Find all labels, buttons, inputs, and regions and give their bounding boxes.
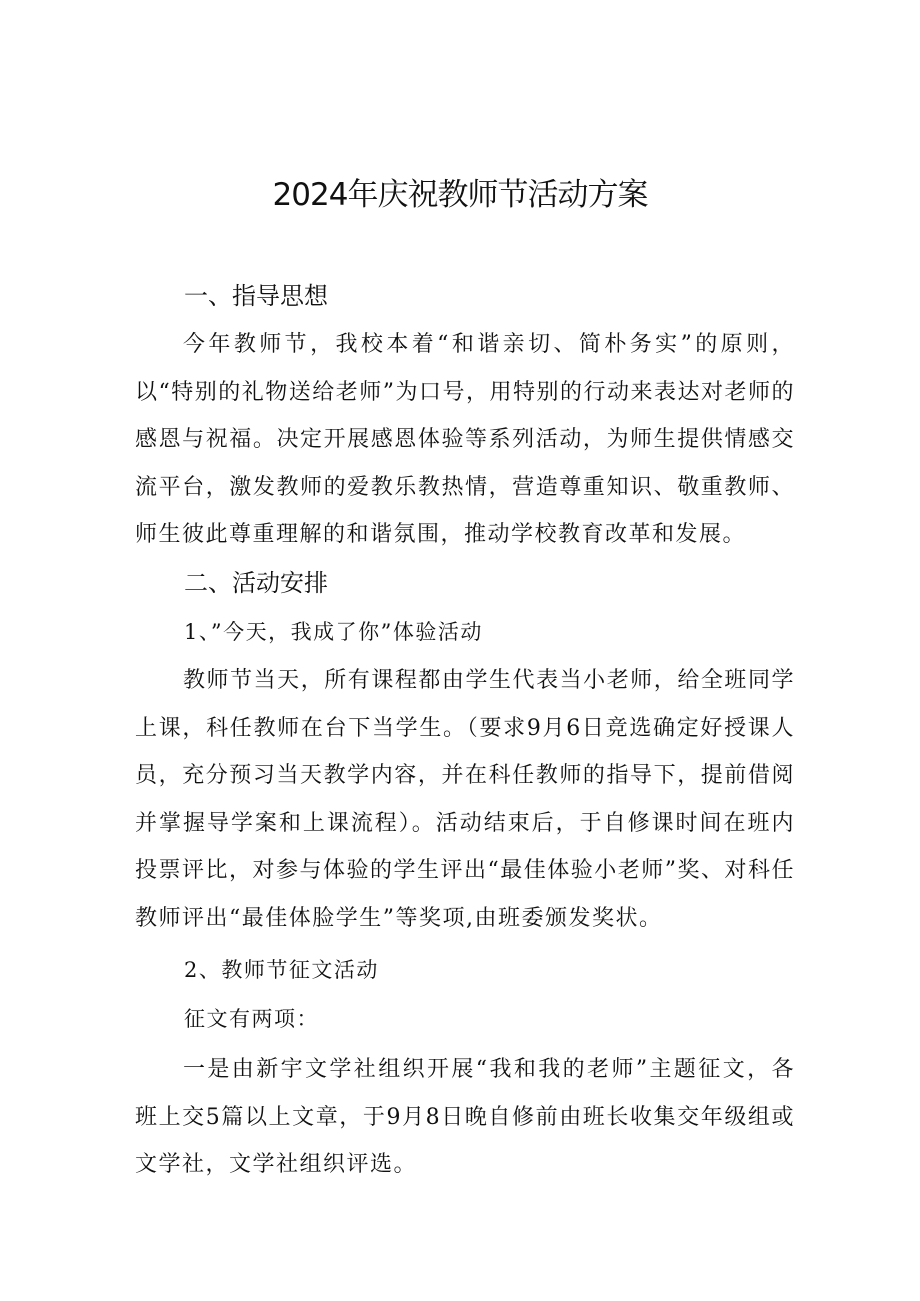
- section-heading-guiding-ideology: 一、指导思想: [184, 282, 328, 310]
- section-heading-activity-arrangement: 二、活动安排: [184, 569, 328, 597]
- item-title-essay-activity: 2、教师节征文活动: [184, 958, 379, 982]
- item-title-experience-activity: 1、”今天，我成了你”体验活动: [184, 620, 483, 644]
- document-title: 2024年庆祝教师节活动方案: [272, 177, 648, 213]
- paragraph-experience-activity: 教师节当天，所有课程都由学生代表当小老师，给全班同学上课，科任教师在台下当学生。（要求9月6日竞选确定好授课人员，充分预习当天教学内容，并在科任教师的指导下，提前借阅并掌握导学案和上课流程）。活动结束后，于自修课时间在班内投票评比，对参与体验的学生评出“最佳体验小老师”奖、对科任教师评出“最佳体脸学生”等奖项,由班委颁发奖状。: [135, 668, 795, 931]
- paragraph-essay-activity: 一是由新宇文学社组织开展“我和我的老师”主题征文，各班上交5篇以上文章，于9月8日晚自修前由班长收集交年级组或文学社，文学社组织评选。: [135, 1057, 795, 1177]
- essay-intro: 征文有两项：: [184, 1007, 319, 1031]
- paragraph-guiding-ideology: 今年教师节，我校本着“和谐亲切、简朴务实”的原则，以“特别的礼物送给老师”为口号，用特别的行动来表达对老师的感恩与祝福。决定开展感恩体验等系列活动，为师生提供情感交流平台，激发教师的爱教乐教热情，营造尊重知识、敬重教师、师生彼此尊重理解的和谐氛围，推动学校教育改革和发展。: [135, 332, 795, 547]
